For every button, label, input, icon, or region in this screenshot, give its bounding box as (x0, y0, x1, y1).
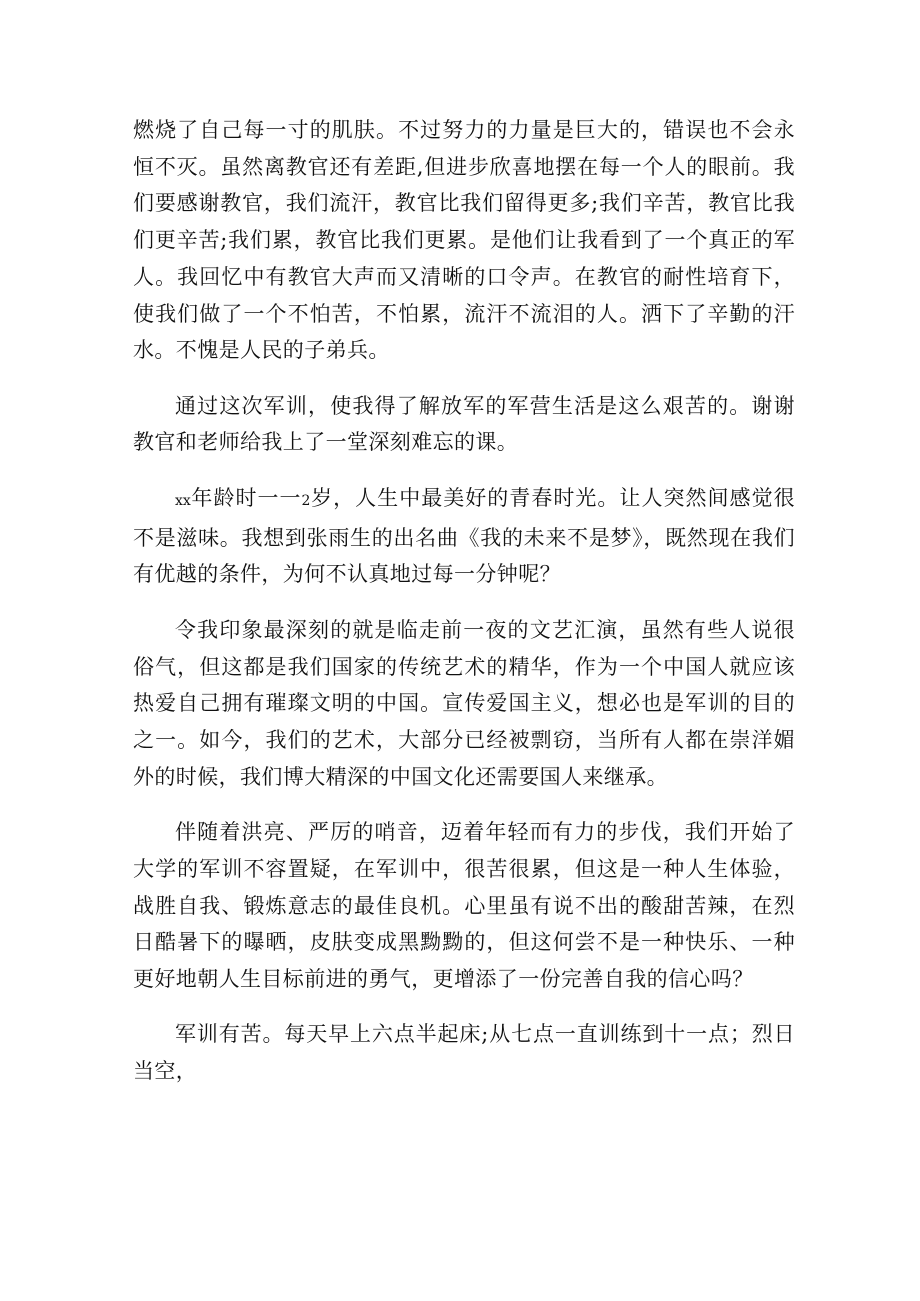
paragraph-3-lead: xx (175, 492, 191, 509)
paragraph-6: 军训有苦。每天早上六点半起床;从七点一直训练到十一点；烈日当空， (133, 1022, 795, 1084)
body-text (133, 112, 795, 1109)
paragraph-4: 令我印象最深刻的就是临走前一夜的文艺汇演，虽然有些人说很俗气，但这都是我们国家的传统艺术的精华，作为一个中国人就应该热爱自己拥有璀璨文明的中国。宣传爱国主义，想必也是军训的目的之一。如今，我们的艺术，大部分已经被剽窃，当所有人都在崇洋媚外的时候，我们博大精深的中国文化还需要国人来继承。 (133, 617, 795, 789)
paragraph-1: 燃烧了自己每一寸的肌肤。不过努力的力量是巨大的，错误也不会永恒不灭。虽然离教官还有差距,但进步欣喜地摆在每一个人的眼前。我们要感谢教官，我们流汗，教官比我们留得更多;我们辛苦，教官比我们更辛苦;我们累，教官比我们更累。是他们让我看到了一个真正的军人。我回忆中有教官大声而又清晰的口令声。在教官的耐性培育下，使我们做了一个不怕苦，不怕累，流汗不流泪的人。洒下了辛勤的汗水。不愧是人民的子弟兵。 (133, 118, 795, 363)
paragraph-2: 通过这次军训，使我得了解放军的军营生活是这么艰苦的。谢谢教官和老师给我上了一堂深刻难忘的课。 (133, 393, 795, 455)
paragraph-3-mid: 年龄时一一 (190, 485, 302, 510)
paragraph-3-number: 2 (301, 492, 311, 509)
paragraph-3 (133, 480, 795, 593)
paragraph-3-rest: 岁，人生中最美好的青春时光。让人突然间感觉很不是滋味。我想到张雨生的出名曲《我的未来不是梦》，既然现在我们有优越的条件，为何不认真地过每一分钟呢？ (133, 485, 795, 587)
paragraph-5: 伴随着洪亮、严厉的哨音，迈着年轻而有力的步伐，我们开始了大学的军训不容置疑，在军训中，很苦很累，但这是一种人生体验，战胜自我、锻炼意志的最佳良机。心里虽有说不出的酸甜苦辣，在烈日酷暑下的曝晒，皮肤变成黑黝黝的，但这何尝不是一种快乐、一种更好地朝人生目标前进的勇气，更增添了一份完善自我的信心吗？ (133, 820, 795, 991)
